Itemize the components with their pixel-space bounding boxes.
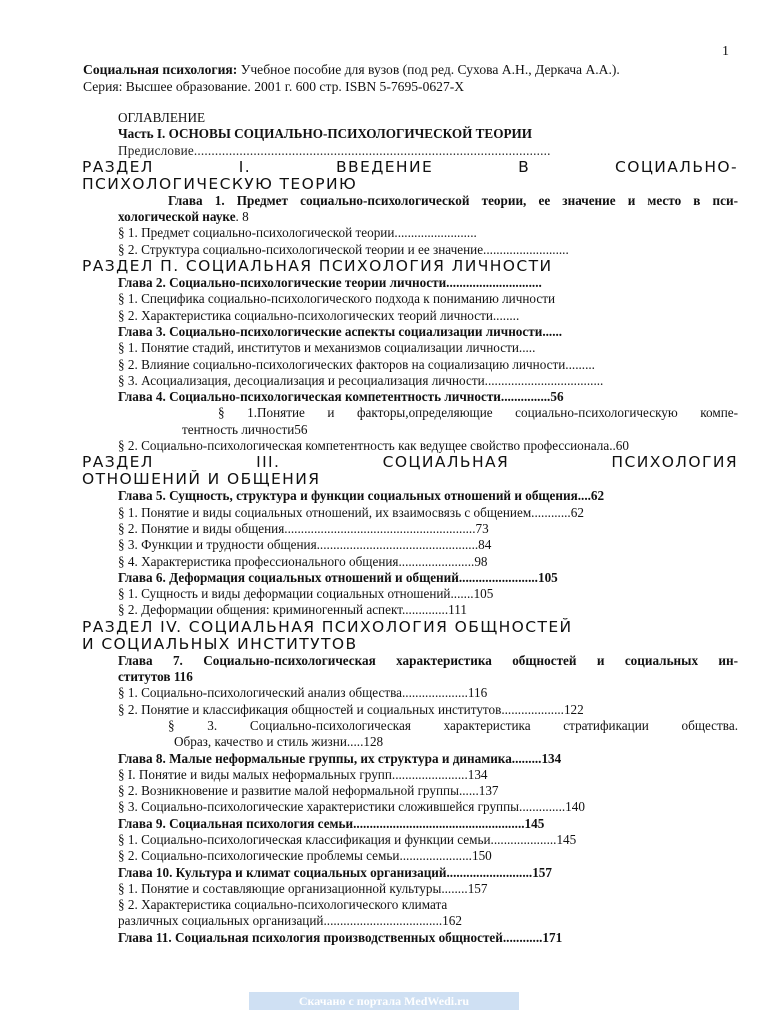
toc-entry[interactable]: § 2. Деформации общения: криминогенный аспект..............111: [118, 602, 467, 618]
toc-chapter-10[interactable]: Глава 10. Культура и климат социальных организаций..........................157: [118, 864, 552, 880]
toc-entry[interactable]: § 1. Социально-психологическая классификация и функции семьи....................145: [118, 831, 577, 847]
section-1-title-cont[interactable]: ПСИХОЛОГИЧЕСКУЮ ТЕОРИЮ: [82, 174, 358, 193]
toc-entry[interactable]: § 1. Социально-психологический анализ общества....................116: [118, 685, 488, 701]
toc-entry-preface[interactable]: Предисловие......................................................................................................: [118, 142, 551, 158]
book-editors: Учебное пособие для вузов (под ред. Сухова А.Н., Деркача А.А.).: [237, 62, 620, 77]
toc-entry[interactable]: § 2. Понятие и виды общения..........................................................73: [118, 520, 489, 536]
toc-chapter-5[interactable]: Глава 5. Сущность, структура и функции социальных отношений и общения....62: [118, 488, 605, 504]
toc-chapter-7[interactable]: Глава 7. Социально-психологическая характеристика общностей и социальных ин-: [118, 652, 738, 668]
toc-chapter-1[interactable]: Глава 1. Предмет социально-психологической теории, ее значение и место в пси-: [168, 192, 738, 208]
book-title-line: [83, 61, 733, 78]
toc-chapter-1-title-end: хологической науке: [118, 209, 236, 225]
toc-chapter-1-page: . 8: [235, 209, 249, 225]
toc-chapter-6[interactable]: Глава 6. Деформация социальных отношений и общений........................105: [118, 569, 558, 585]
toc-entry[interactable]: § 1. Сущность и виды деформации социальных отношений.......105: [118, 586, 494, 602]
toc-entry[interactable]: § 3. Социально-психологические характеристики сложившейся группы..............140: [118, 799, 585, 815]
bibliographic-record: [83, 61, 733, 95]
toc-heading: ОГЛАВЛЕНИЕ: [118, 110, 206, 125]
toc-entry[interactable]: § 4. Характеристика профессионального общения.......................98: [118, 553, 488, 569]
toc-chapter-11[interactable]: Глава 11. Социальная психология производственных общностей............171: [118, 929, 563, 945]
section-3-title[interactable]: РАЗДЕЛ III. СОЦИАЛЬНАЯ ПСИХОЛОГИЯ: [82, 453, 738, 472]
toc-entry-cont[interactable]: различных социальных организаций....................................162: [118, 913, 462, 929]
section-2-title[interactable]: РАЗДЕЛ П. СОЦИАЛЬНАЯ ПСИХОЛОГИЯ ЛИЧНОСТИ: [82, 257, 553, 276]
toc-entry-cont[interactable]: тентность личности56: [182, 421, 308, 437]
download-source-banner[interactable]: Скачано с портала MedWedi.ru: [249, 992, 519, 1010]
toc-chapter-4[interactable]: Глава 4. Социально-психологическая компетентность личности...............56: [118, 389, 564, 405]
book-title: Социальная психология:: [83, 62, 238, 77]
toc-entry[interactable]: § 2. Характеристика социально-психологических теорий личности........: [118, 307, 520, 323]
toc-entry[interactable]: § 3. Асоциализация, десоциализация и ресоциализация личности....................................: [118, 372, 604, 388]
toc-entry[interactable]: § 1. Понятие и виды социальных отношений, их взаимосвязь с общением............62: [118, 504, 584, 520]
table-of-contents: [82, 110, 738, 946]
toc-entry[interactable]: § 3. Функции и трудности общения.................................................84: [118, 537, 492, 553]
toc-chapter-9[interactable]: Глава 9. Социальная психология семьи....................................................145: [118, 815, 545, 831]
toc-chapter-3[interactable]: Глава 3. Социально-психологические аспекты социализации личности......: [118, 323, 563, 339]
toc-entry[interactable]: § 1. Специфика социально-психологического подхода к пониманию личности: [118, 291, 556, 307]
book-series: Серия: Высшее образование. 2001 г. 600 стр. ISBN 5-7695-0627-X: [83, 79, 465, 94]
toc-chapter-2[interactable]: Глава 2. Социально-психологические теории личности.............................: [118, 275, 542, 291]
toc-entry[interactable]: § 1. Понятие и составляющие организационной культуры........157: [118, 880, 488, 896]
page-number: 1: [722, 44, 729, 59]
toc-entry[interactable]: § 2. Влияние социально-психологических факторов на социализацию личности.........: [118, 356, 595, 372]
toc-entry[interactable]: § 2. Структура социально-психологической теории и ее значение..........................: [118, 241, 569, 257]
toc-entry[interactable]: § 1. Понятие стадий, институтов и механизмов социализации личности.....: [118, 340, 536, 356]
toc-entry[interactable]: § 2. Характеристика социально-психологического климата: [118, 897, 448, 913]
section-4-title-cont[interactable]: И СОЦИАЛЬНЫХ ИНСТИТУТОВ: [82, 634, 358, 653]
toc-entry[interactable]: § 2. Социально-психологическая компетентность как ведущее свойство профессионала..60: [118, 438, 629, 454]
section-4-title[interactable]: РАЗДЕЛ IV. СОЦИАЛЬНАЯ ПСИХОЛОГИЯ ОБЩНОСТЕЙ: [82, 617, 573, 636]
section-3-title-cont[interactable]: ОТНОШЕНИЙ И ОБЩЕНИЯ: [82, 470, 321, 489]
section-1-title[interactable]: РАЗДЕЛ I. ВВЕДЕНИЕ В СОЦИАЛЬНО-: [82, 157, 738, 176]
part-1-title: Часть I. ОСНОВЫ СОЦИАЛЬНО-ПСИХОЛОГИЧЕСКОЙ ТЕОРИИ: [118, 126, 533, 142]
toc-chapter-8[interactable]: Глава 8. Малые неформальные группы, их структура и динамика.........134: [118, 750, 562, 766]
toc-chapter-7-cont[interactable]: ститутов 116: [118, 669, 193, 685]
toc-entry[interactable]: § 2. Понятие и классификация общностей и социальных институтов...................122: [118, 701, 584, 717]
toc-entry[interactable]: § I. Понятие и виды малых неформальных групп.......................134: [118, 766, 488, 782]
toc-entry-cont[interactable]: Образ, качество и стиль жизни.....128: [174, 734, 384, 750]
toc-entry[interactable]: § 2. Возникновение и развитие малой неформальной группы......137: [118, 783, 499, 799]
toc-entry[interactable]: § 2. Социально-психологические проблемы семьи......................150: [118, 848, 492, 864]
toc-entry[interactable]: § 3. Социально-психологическая характеристика стратификации общества.: [168, 717, 738, 733]
toc-entry[interactable]: § 1. Предмет социально-психологической теории.........................: [118, 225, 477, 241]
toc-chapter-1-cont[interactable]: [118, 209, 738, 225]
toc-entry[interactable]: § 1.Понятие и факторы,определяющие социально-психологическую компе-: [218, 405, 738, 421]
